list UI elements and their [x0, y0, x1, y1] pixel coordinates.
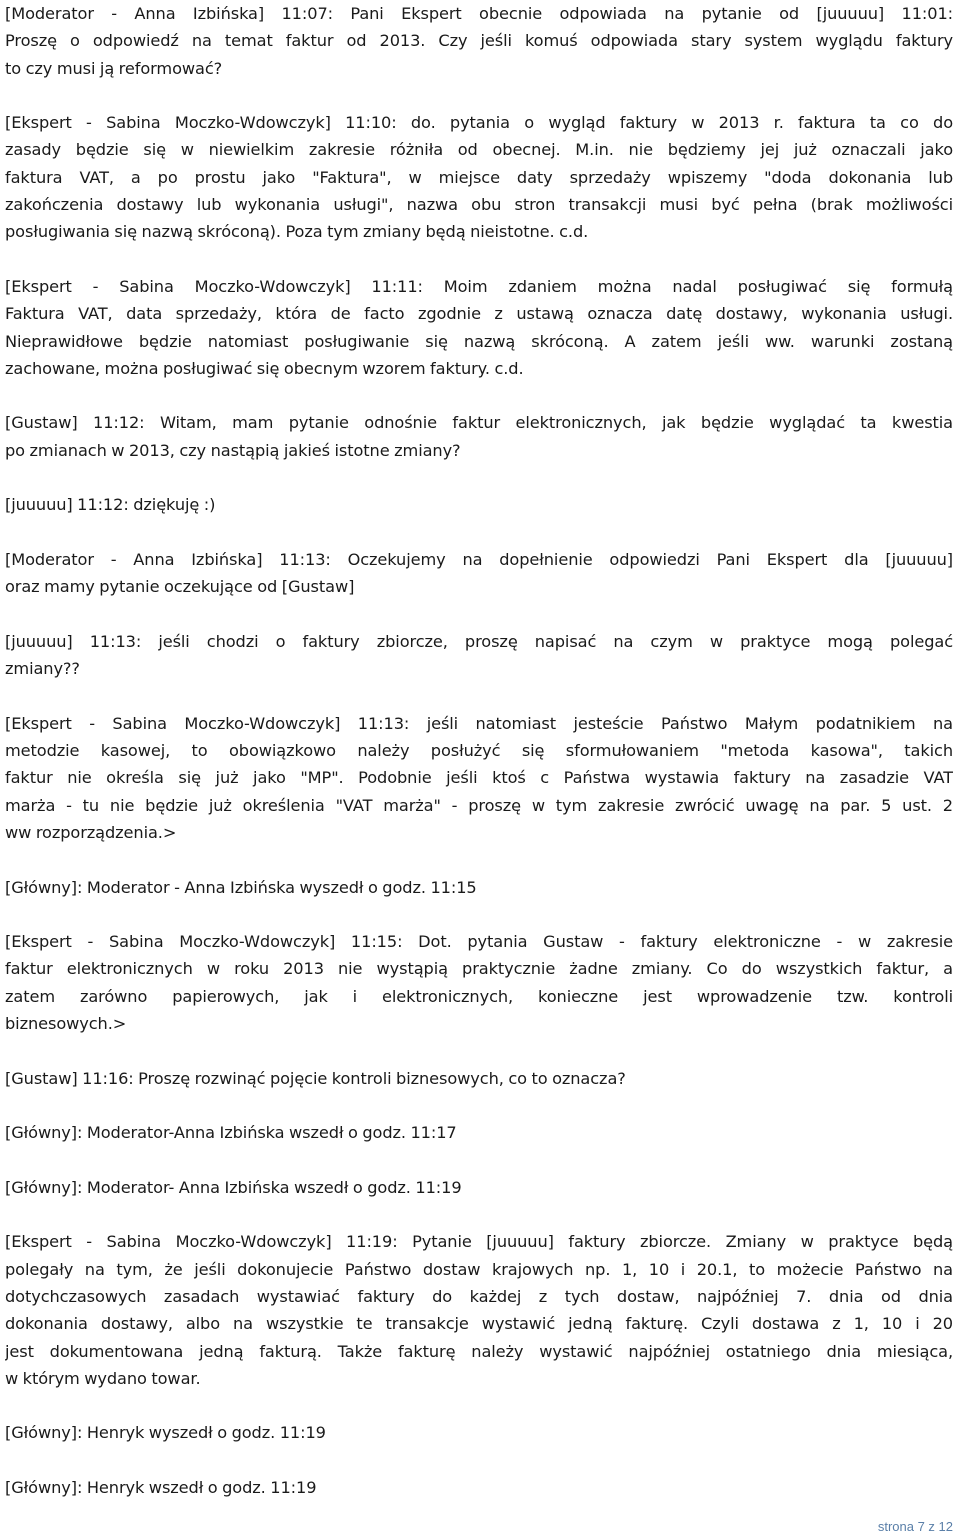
text-line: metodzie kasowej, to obowiązkowo należy posłużyć się sformułowaniem "metoda kasowa", takich [5, 741, 953, 761]
text-line: w którym wydano towar. [5, 1368, 201, 1388]
text-line: zmiany?? [5, 659, 80, 679]
text-line: dokonania dostawy, albo na wszystkie te transakcje wystawić jedną fakturę. Czyli dostawa z 1, 10 i 20 [5, 1314, 953, 1334]
page-number: strona 7 z 12 [877, 1519, 953, 1534]
message-moderator-1113 [5, 546, 953, 601]
text-line: zasady będzie się w niewielkim zakresie różniła od obecnej. M.in. nie będziemy jej już oznaczali jako [5, 140, 953, 160]
text-line: marża - tu nie będzie już określenia "VAT marża" - proszę w tym zakresie zwrócić uwagę na par. 5 ust. 2 [5, 795, 953, 815]
text-line: [Główny]: Moderator-Anna Izbińska wszedł o godz. 11:17 [5, 1123, 457, 1143]
message-gustaw-1112 [5, 409, 953, 464]
text-line: ww rozporządzenia.> [5, 822, 177, 842]
text-line: [Moderator - Anna Izbińska] 11:07: Pani Ekspert obecnie odpowiada na pytanie od [juuuuu] 11:01: [5, 4, 953, 23]
message-gustaw-1116 [5, 1065, 953, 1092]
text-line: zatem zarówno papierowych, jak i elektronicznych, konieczne jest wprowadzenie tzw. kontroli [5, 986, 953, 1006]
text-line: Nieprawidłowe będzie natomiast posługiwanie się nazwą skróconą. A zatem jeśli ww. warunki zostaną [5, 331, 953, 351]
message-system-1119-henryk-in [5, 1474, 953, 1501]
text-line: [juuuuu] 11:13: jeśli chodzi o faktury zbiorcze, proszę napisać na czym w praktyce mogą polegać [5, 631, 953, 651]
text-line: Proszę o odpowiedź na temat faktur od 2013. Czy jeśli komuś odpowiada stary system wyglądu faktury [5, 31, 953, 51]
text-line: Faktura VAT, data sprzedaży, która de facto zgodnie z ustawą oznacza datę dostawy, wykonania usługi. [5, 304, 953, 324]
text-line: zachowane, można posługiwać się obecnym wzorem faktury. c.d. [5, 358, 524, 378]
text-line: [Ekspert - Sabina Moczko-Wdowczyk] 11:15: Dot. pytania Gustaw - faktury elektroniczne - w zakresie [5, 932, 953, 952]
text-line: zakończenia dostawy lub wykonania usługi", nazwa obu stron transakcji musi być pełna (brak możliwości [5, 195, 953, 215]
text-line: [Główny]: Moderator- Anna Izbińska wszedł o godz. 11:19 [5, 1177, 462, 1197]
text-line: [juuuuu] 11:12: dziękuję :) [5, 495, 216, 515]
message-system-1115 [5, 874, 953, 901]
text-line: po zmianach w 2013, czy nastąpią jakieś istotne zmiany? [5, 440, 461, 460]
text-line: polegały na tym, że jeśli dokonujecie Państwo dostaw krajowych np. 1, 10 i 20.1, to możecie Państwo na [5, 1259, 953, 1279]
text-line: [Główny]: Henryk wszedł o godz. 11:19 [5, 1478, 317, 1498]
text-line: [Gustaw] 11:12: Witam, mam pytanie odnośnie faktur elektronicznych, jak będzie wyglądać ta kwestia [5, 413, 953, 433]
text-line: to czy musi ją reformować? [5, 58, 223, 78]
message-moderator-1107 [5, 0, 953, 82]
text-line: faktur nie określa się już jako "MP". Podobnie jeśli ktoś c Państwa wystawia faktury na zasadzie VAT [5, 768, 953, 788]
message-expert-1119 [5, 1228, 953, 1392]
text-line: [Ekspert - Sabina Moczko-Wdowczyk] 11:13: jeśli natomiast jesteście Państwo Małym podatnikiem na [5, 713, 953, 733]
message-system-1119-moderator [5, 1174, 953, 1201]
message-system-1117 [5, 1119, 953, 1146]
message-expert-1115 [5, 928, 953, 1037]
text-line: biznesowych.> [5, 1013, 127, 1033]
text-line: dotychczasowych zasadach wystawiać faktury do każdej z tych dostaw, najpóźniej 7. dnia od dnia [5, 1286, 953, 1306]
message-juuuuu-1113 [5, 628, 953, 683]
text-line: faktura VAT, a po prostu jako "Faktura", w miejsce daty sprzedaży wpiszemy "doda dokonania lub [5, 167, 953, 187]
message-expert-1113 [5, 710, 953, 846]
message-expert-1110 [5, 109, 953, 245]
text-line: faktur elektronicznych w roku 2013 nie wystąpią praktycznie żadne zmiany. Co do wszystkich faktur, a [5, 959, 953, 979]
text-line: [Gustaw] 11:16: Proszę rozwinąć pojęcie kontroli biznesowych, co to oznacza? [5, 1068, 626, 1088]
text-line: [Moderator - Anna Izbińska] 11:13: Oczekujemy na dopełnienie odpowiedzi Pani Ekspert dla [juuuuu] [5, 549, 953, 569]
text-line: oraz mamy pytanie oczekujące od [Gustaw] [5, 577, 355, 597]
text-line: posługiwania się nazwą skróconą). Poza tym zmiany będą nieistotne. c.d. [5, 222, 589, 242]
text-line: [Ekspert - Sabina Moczko-Wdowczyk] 11:11: Moim zdaniem można nadal posługiwać się formułą [5, 276, 953, 296]
message-system-1119-henryk-out [5, 1419, 953, 1446]
message-expert-1111 [5, 273, 953, 382]
text-line: [Ekspert - Sabina Moczko-Wdowczyk] 11:10: do. pytania o wygląd faktury w 2013 r. faktura ta co do [5, 113, 953, 133]
document-page [5, 0, 953, 1529]
message-juuuuu-1112 [5, 491, 953, 518]
text-line: jest dokumentowana jedną fakturą. Także fakturę należy wystawić najpóźniej ostatniego dnia miesiąca, [5, 1341, 953, 1361]
text-line: [Główny]: Henryk wyszedł o godz. 11:19 [5, 1423, 326, 1443]
text-line: [Ekspert - Sabina Moczko-Wdowczyk] 11:19: Pytanie [juuuuu] faktury zbiorcze. Zmiany w praktyce będą [5, 1232, 953, 1252]
text-line: [Główny]: Moderator - Anna Izbińska wyszedł o godz. 11:15 [5, 877, 477, 897]
